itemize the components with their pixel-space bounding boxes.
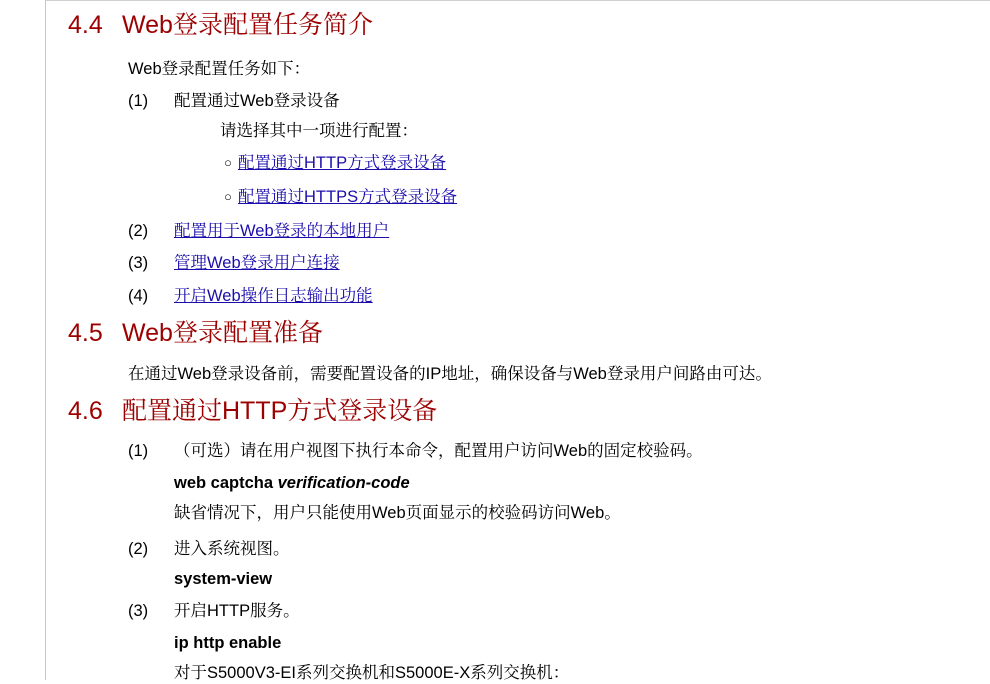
list-item — [128, 285, 928, 307]
page-left-margin — [0, 0, 46, 680]
list-item — [128, 440, 978, 462]
circle-bullet-icon: ○ — [224, 189, 232, 204]
step-note: 对于S5000V3-EI系列交换机和S5000E-X系列交换机： — [174, 664, 570, 682]
step-note: 缺省情况下，用户只能使用Web页面显示的校验码访问Web。 — [174, 504, 621, 522]
command-system-view: system-view — [174, 570, 273, 588]
list-marker: (2) — [128, 222, 149, 240]
section-4-5-body: 在通过Web登录设备前，需要配置设备的IP地址，确保设备与Web登录用户间路由可达。 — [128, 365, 772, 383]
command-name: web captcha — [174, 474, 278, 492]
list-item — [128, 90, 928, 112]
list-item — [128, 538, 978, 560]
section-number-4-5: 4.5 — [68, 319, 103, 347]
document-content — [46, 0, 990, 680]
section-number-4-4: 4.4 — [68, 11, 103, 39]
list-item-subnote: 请选择其中一项进行配置： — [220, 122, 418, 140]
list-item — [224, 186, 924, 208]
link-manage-connections[interactable]: 管理Web登录用户连接 — [174, 254, 340, 272]
command-argument: verification-code — [277, 474, 410, 492]
section-number-4-6: 4.6 — [68, 397, 103, 425]
step-text: 进入系统视图。 — [174, 540, 290, 558]
section-title-4-6: 配置通过HTTP方式登录设备 — [122, 397, 438, 425]
list-marker: (4) — [128, 287, 149, 305]
link-https-login[interactable]: 配置通过HTTPS方式登录设备 — [238, 188, 458, 206]
list-marker: (3) — [128, 254, 149, 272]
section-title-4-5: Web登录配置准备 — [122, 319, 323, 347]
link-local-user-config[interactable]: 配置用于Web登录的本地用户 — [174, 222, 390, 240]
list-item — [128, 220, 928, 242]
link-http-login[interactable]: 配置通过HTTP方式登录设备 — [238, 154, 447, 172]
list-item — [224, 152, 924, 174]
command-web-captcha — [174, 472, 410, 494]
link-enable-weblog[interactable]: 开启Web操作日志输出功能 — [174, 287, 373, 305]
list-item-label: 配置通过Web登录设备 — [174, 92, 340, 110]
list-marker: (1) — [128, 442, 149, 460]
section-heading-4-6 — [68, 396, 437, 426]
step-text: （可选）请在用户视图下执行本命令，配置用户访问Web的固定校验码。 — [174, 442, 703, 460]
list-marker: (3) — [128, 602, 149, 620]
step-text: 开启HTTP服务。 — [174, 602, 300, 620]
list-marker: (1) — [128, 92, 149, 110]
section-title-4-4: Web登录配置任务简介 — [122, 11, 373, 39]
list-marker: (2) — [128, 540, 149, 558]
section-heading-4-5 — [68, 318, 323, 348]
section-4-4-intro: Web登录配置任务如下： — [128, 60, 311, 78]
command-ip-http-enable: ip http enable — [174, 634, 282, 652]
list-item — [128, 600, 978, 622]
list-item — [128, 252, 928, 274]
circle-bullet-icon: ○ — [224, 155, 232, 170]
section-heading-4-4 — [68, 10, 373, 40]
